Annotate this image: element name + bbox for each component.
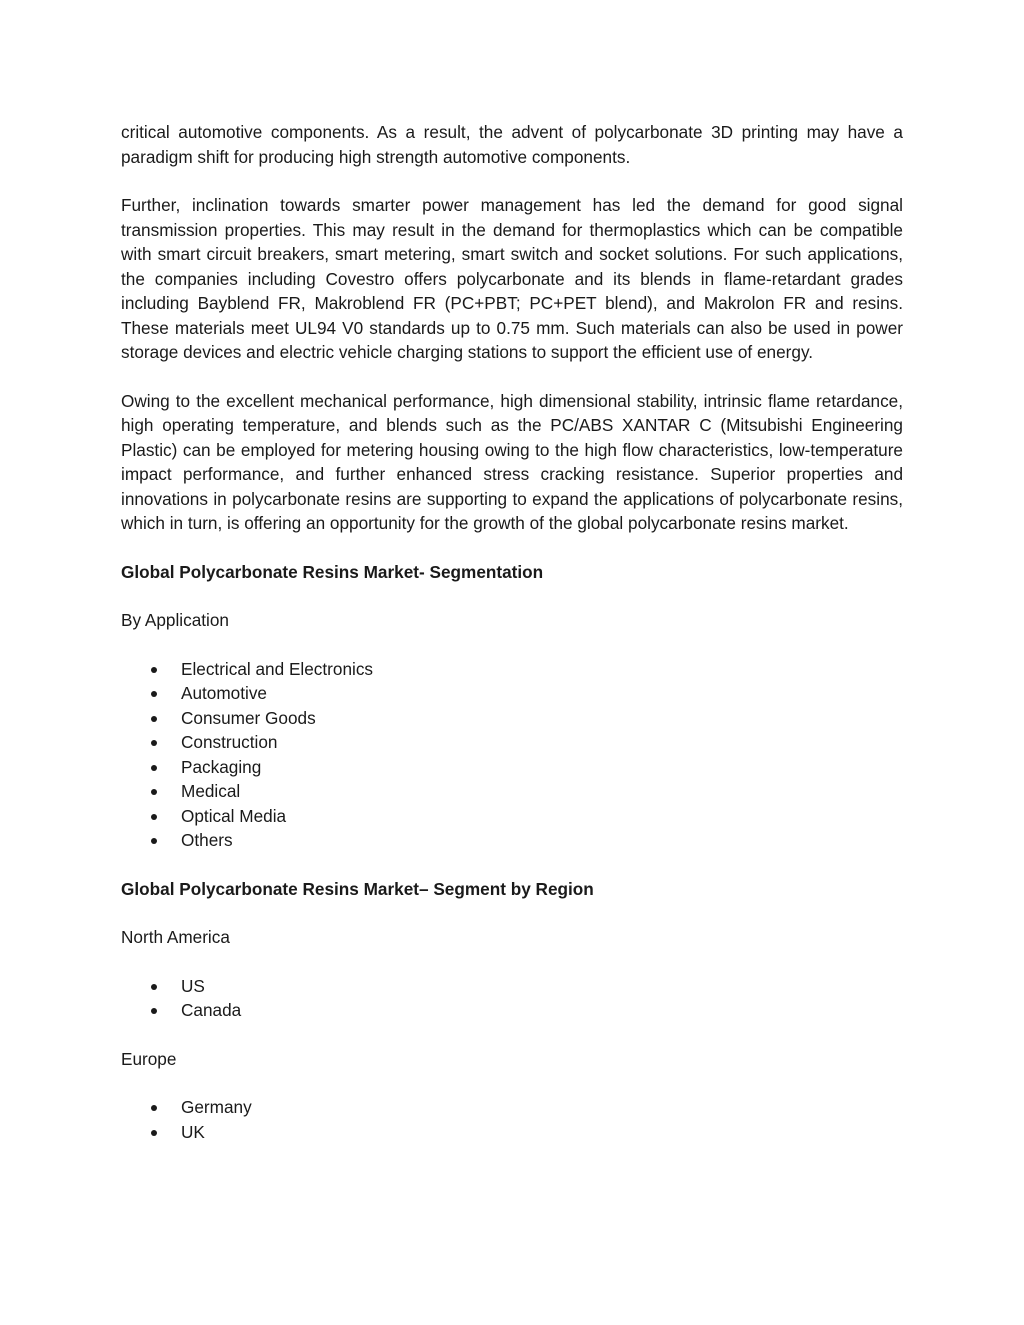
paragraph-intro: critical automotive components. As a result, the advent of polycarbonate 3D printing may have a paradigm shift for producing high strength automotive components. [121,122,903,167]
list-item: Canada [121,998,903,1023]
bullet-icon [151,1105,157,1111]
bullet-icon [151,1130,157,1136]
bullet-icon [151,984,157,990]
by-application-label: By Application [121,610,229,630]
paragraph-power-management: Further, inclination towards smarter power management has led the demand for good signal transmission properties. This may result in the demand for thermoplastics which can be compatible with smart circuit breakers, smart metering, smart switch and socket solutions. For such applications, the companies including Covestro offers polycarbonate and its blends in flame-retardant grades including Bayblend FR, Makroblend FR (PC+PBT; PC+PET blend), and Makrolon FR and resins. These materials meet UL94 V0 standards up to 0.75 mm. Such materials can also be used in power storage devices and electric vehicle charging stations to support the efficient use of energy. [121,195,903,362]
bullet-icon [151,814,157,820]
bullet-icon [151,765,157,771]
list-item: Others [121,828,903,853]
list-item: Medical [121,779,903,804]
document-page [121,120,903,1168]
paragraph-mechanical-performance: Owing to the excellent mechanical performance, high dimensional stability, intrinsic flame retardance, high operating temperature, and blends such as the PC/ABS XANTAR C (Mitsubishi Engineering Plastic) can be employed for metering housing owing to the high flow characteristics, low-temperature impact performance, and further enhanced stress cracking resistance. Superior properties and innovations in polycarbonate resins are supporting to expand the applications of polycarbonate resins, which in turn, is offering an opportunity for the growth of the global polycarbonate resins market. [121,390,903,533]
bullet-icon [151,838,157,844]
application-list [121,657,903,853]
bullet-icon [151,667,157,673]
list-item: Electrical and Electronics [121,657,903,682]
list-item: UK [121,1120,903,1145]
bullet-icon [151,716,157,722]
north-america-label: North America [121,927,230,947]
list-item: Consumer Goods [121,706,903,731]
europe-list [121,1095,903,1144]
bullet-icon [151,1008,157,1014]
bullet-icon [151,691,157,697]
segmentation-heading: Global Polycarbonate Resins Market- Segmentation [121,561,544,582]
list-item: Germany [121,1095,903,1120]
bullet-icon [151,789,157,795]
list-item: US [121,974,903,999]
list-item: Automotive [121,681,903,706]
north-america-list [121,974,903,1023]
list-item: Construction [121,730,903,755]
list-item: Packaging [121,755,903,780]
list-item: Optical Media [121,804,903,829]
bullet-icon [151,740,157,746]
europe-label: Europe [121,1048,177,1069]
region-heading: Global Polycarbonate Resins Market– Segment by Region [121,878,594,899]
